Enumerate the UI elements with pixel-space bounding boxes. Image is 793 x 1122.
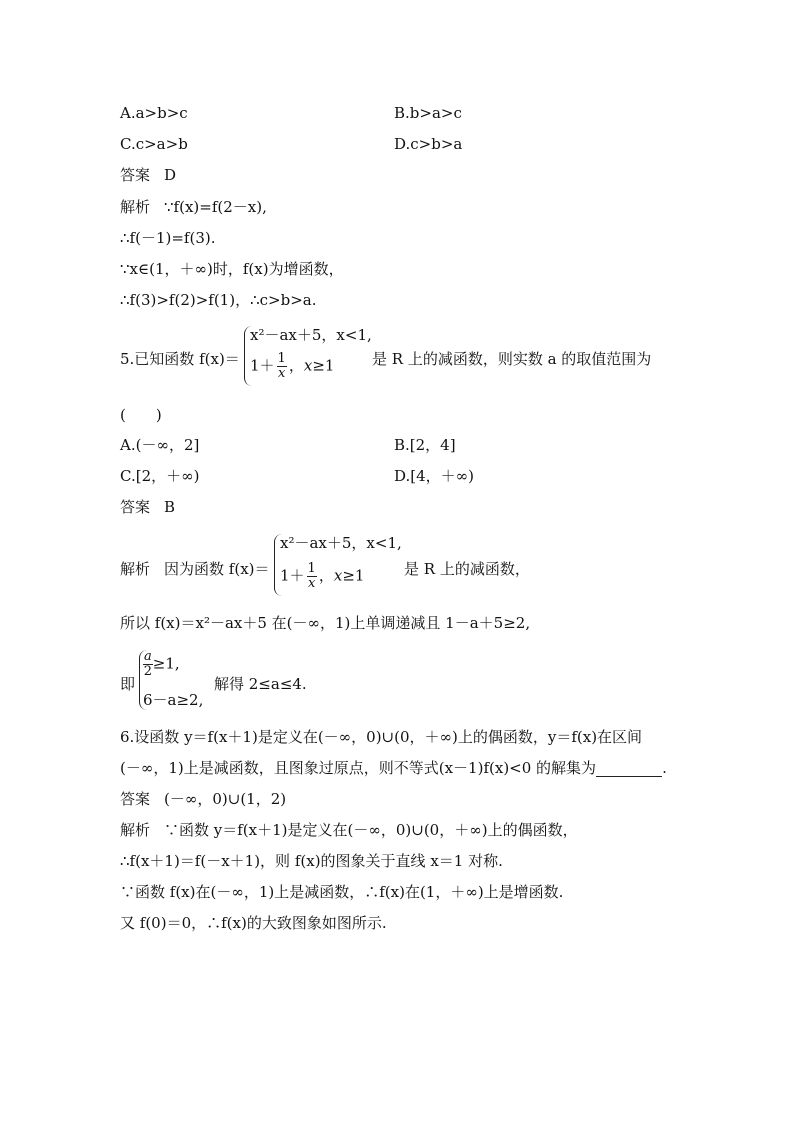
q5-analysis-so: 所以 f(x)＝x²－ax＋5 在(－∞，1)上单调递减且 1－a＋5≥2, — [120, 614, 531, 632]
q4-option-a: A.a>b>c — [120, 104, 188, 122]
q5-analysis-suffix: 是 R 上的减函数， — [404, 560, 530, 578]
analysis-label: 解析 — [120, 198, 151, 216]
q5-option-c: C.[2，＋∞) — [120, 467, 200, 485]
q6-analysis-line-3: ∵函数 f(x)在(－∞，1)上是减函数，∴f(x)在(1，＋∞)上是增函数. — [120, 883, 564, 901]
q5-stem-prefix: 5.已知函数 f(x)＝ — [120, 350, 240, 368]
fraction-one-over-x: $\frac{1}{x}$ — [277, 351, 286, 381]
q5-ji: 即 — [120, 675, 136, 693]
q5-answer-paren: ( ) — [120, 406, 162, 424]
q5-system-line-1: $\frac{a}{2}$ ≥1, — [143, 649, 180, 679]
q6-stem-line-2: (－∞，1)上是减函数，且图象过原点，则不等式(x－1)f(x)<0 的解集为 . — [120, 759, 667, 777]
q6-analysis-line-1: 解析 ∵函数 y＝f(x＋1)是定义在(－∞，0)∪(0，＋∞)上的偶函数， — [120, 821, 578, 839]
q5-option-d: D.[4，＋∞) — [394, 467, 475, 485]
q4-analysis-line-2: ∴f(－1)=f(3). — [120, 229, 216, 247]
q5-answer: 答案 B — [120, 498, 176, 516]
answer-label: 答案 — [120, 498, 151, 516]
answer-blank — [596, 762, 662, 777]
q4-option-b: B.b>a>c — [394, 104, 462, 122]
analysis-label: 解析 — [120, 821, 151, 839]
q5-option-b: B.[2，4] — [394, 436, 456, 454]
q6-answer: 答案 (－∞，0)∪(1，2) — [120, 790, 287, 808]
q6-analysis-line-4: 又 f(0)＝0，∴f(x)的大致图象如图所示. — [120, 914, 387, 932]
q5-analysis-case-1: x²－ax＋5，x<1, — [280, 534, 402, 552]
q4-analysis-line-3: ∵x∈(1，＋∞)时，f(x)为增函数， — [120, 260, 344, 278]
q4-option-c: C.c>a>b — [120, 135, 188, 153]
q6-analysis-line-2: ∴f(x＋1)＝f(－x＋1)，则 f(x)的图象关于直线 x＝1 对称. — [120, 852, 503, 870]
q5-case-1: x²－ax＋5，x<1, — [250, 326, 372, 344]
analysis-label: 解析 — [120, 560, 151, 578]
q5-analysis-prefix: 解析 因为函数 f(x)＝ — [120, 560, 270, 578]
q4-option-d: D.c>b>a — [394, 135, 463, 153]
q5-solve: 解得 2≤a≤4. — [214, 675, 307, 693]
q4-analysis-line-1: 解析 ∵f(x)=f(2－x), — [120, 198, 267, 216]
q5-system-line-2: 6－a≥2, — [143, 691, 204, 709]
q6-stem-line-1: 6.设函数 y＝f(x＋1)是定义在(－∞，0)∪(0，＋∞)上的偶函数，y＝f(x)在区间 — [120, 728, 643, 746]
q5-stem-suffix: 是 R 上的减函数，则实数 a 的取值范围为 — [372, 350, 652, 368]
answer-label: 答案 — [120, 790, 151, 808]
q5-case-2: 1＋ $\frac{1}{x}$ ，x≥1 — [250, 351, 335, 381]
q5-option-a: A.(－∞，2] — [120, 436, 200, 454]
q4-answer: 答案 D — [120, 166, 177, 184]
q5-analysis-case-2: 1＋ $\frac{1}{x}$ ，x≥1 — [280, 561, 365, 591]
answer-label: 答案 — [120, 166, 151, 184]
q4-analysis-line-4: ∴f(3)>f(2)>f(1)，∴c>b>a. — [120, 291, 317, 309]
